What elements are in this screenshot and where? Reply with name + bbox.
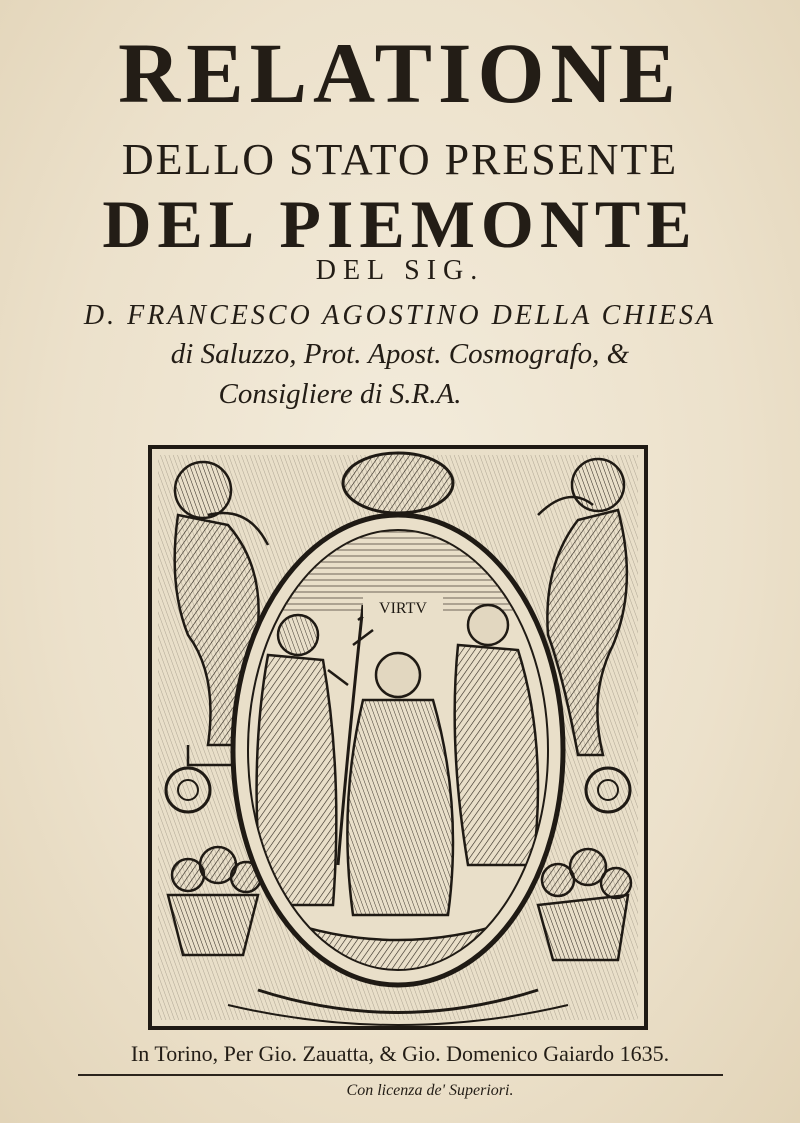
subtitle-line-2: DEL PIEMONTE bbox=[102, 186, 698, 262]
woodcut-banner: VIRTV bbox=[379, 600, 427, 617]
main-title: RELATIONE bbox=[118, 25, 682, 121]
license-line: Con licenza de' Superiori. bbox=[346, 1082, 514, 1099]
author-titles: di Saluzzo, Prot. Apost. Cosmografo, & bbox=[170, 338, 630, 370]
subtitle-line-1: DELLO STATO PRESENTE bbox=[121, 135, 679, 184]
imprint-line: In Torino, Per Gio. Zauatta, & Gio. Domenico Gaiardo 1635. bbox=[130, 1041, 670, 1066]
author-office: Consigliere di S.R.A. bbox=[218, 378, 462, 410]
top-medallion bbox=[343, 453, 453, 513]
author-name: D. FRANCESCO AGOSTINO DELLA CHIESA bbox=[83, 300, 717, 331]
left-fruit-basket bbox=[168, 847, 261, 955]
woodcut-illustration bbox=[148, 445, 648, 1030]
subtitle-line-3: DEL SIG. bbox=[315, 255, 485, 286]
imprint-rule bbox=[78, 1074, 723, 1076]
